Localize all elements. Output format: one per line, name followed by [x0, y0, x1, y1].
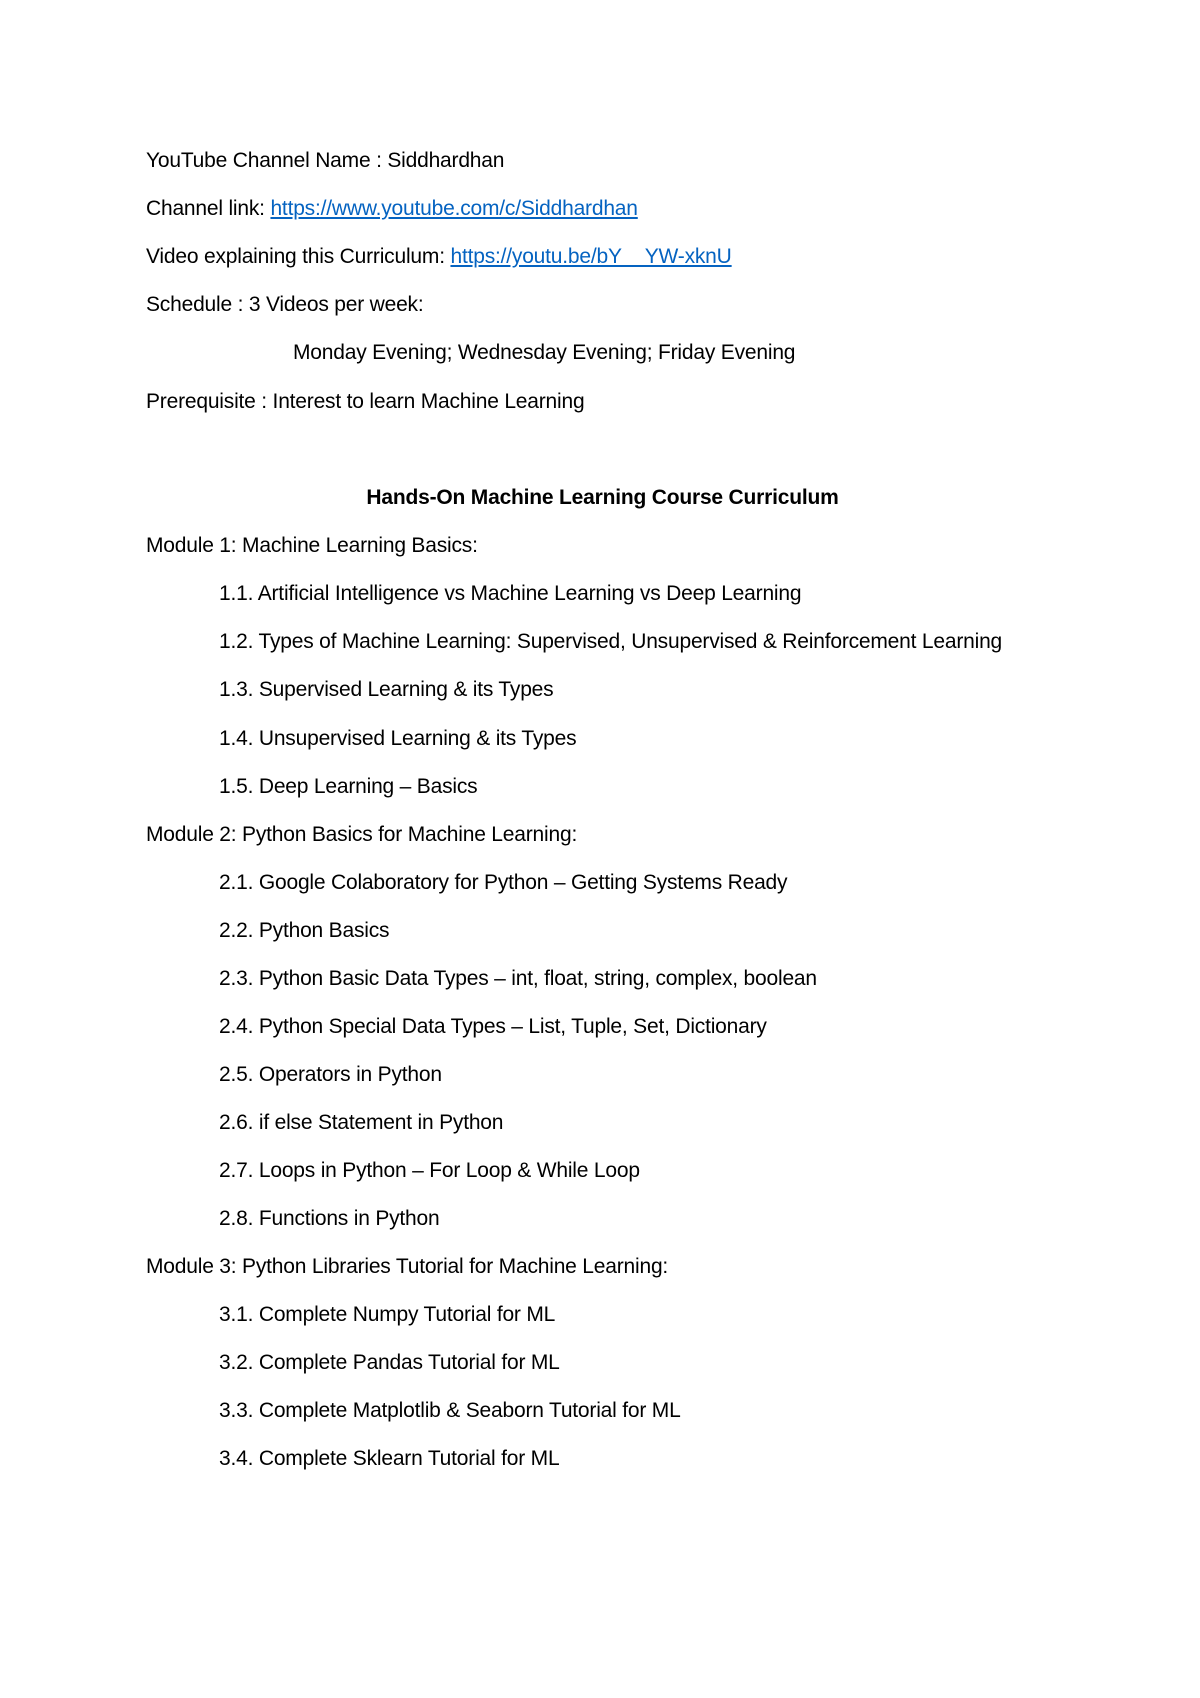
list-item: 2.3. Python Basic Data Types – int, float, string, complex, boolean — [219, 967, 817, 990]
list-item: 3.3. Complete Matplotlib & Seaborn Tutorial for ML — [219, 1399, 681, 1422]
list-item: 2.2. Python Basics — [219, 919, 390, 942]
list-item: 3.1. Complete Numpy Tutorial for ML — [219, 1303, 556, 1326]
list-item: 3.4. Complete Sklearn Tutorial for ML — [219, 1447, 560, 1470]
channel-link-line — [146, 196, 638, 222]
curriculum-title: Hands-On Machine Learning Course Curriculum — [366, 486, 839, 509]
channel-link[interactable]: https://www.youtube.com/c/Siddhardhan — [270, 197, 638, 220]
list-item: 1.5. Deep Learning – Basics — [219, 775, 478, 798]
list-item: 2.1. Google Colaboratory for Python – Getting Systems Ready — [219, 871, 788, 894]
prerequisite-line: Prerequisite : Interest to learn Machine Learning — [146, 390, 585, 413]
schedule-line: Schedule : 3 Videos per week: — [146, 293, 424, 316]
list-item: 2.6. if else Statement in Python — [219, 1111, 504, 1134]
list-item: 2.4. Python Special Data Types – List, Tuple, Set, Dictionary — [219, 1015, 767, 1038]
list-item: 1.1. Artificial Intelligence vs Machine Learning vs Deep Learning — [219, 582, 802, 605]
list-item: 2.8. Functions in Python — [219, 1207, 440, 1230]
list-item: 3.2. Complete Pandas Tutorial for ML — [219, 1351, 560, 1374]
channel-name-line: YouTube Channel Name : Siddhardhan — [146, 149, 505, 172]
video-link[interactable]: https://youtu.be/bY__YW-xknU — [450, 245, 732, 268]
list-item: 2.5. Operators in Python — [219, 1063, 442, 1086]
list-item: 1.3. Supervised Learning & its Types — [219, 678, 554, 701]
list-item: 1.4. Unsupervised Learning & its Types — [219, 727, 577, 750]
module-title: Module 2: Python Basics for Machine Learning: — [146, 823, 578, 846]
list-item: 2.7. Loops in Python – For Loop & While Loop — [219, 1159, 640, 1182]
video-link-label: Video explaining this Curriculum: — [146, 245, 451, 268]
channel-link-label: Channel link: — [146, 197, 271, 220]
list-item: 1.2. Types of Machine Learning: Supervised, Unsupervised & Reinforcement Learning — [219, 630, 1003, 653]
video-link-line — [146, 244, 732, 270]
schedule-days: Monday Evening; Wednesday Evening; Friday Evening — [293, 341, 796, 364]
module-title: Module 3: Python Libraries Tutorial for Machine Learning: — [146, 1255, 669, 1278]
module-title: Module 1: Machine Learning Basics: — [146, 534, 478, 557]
